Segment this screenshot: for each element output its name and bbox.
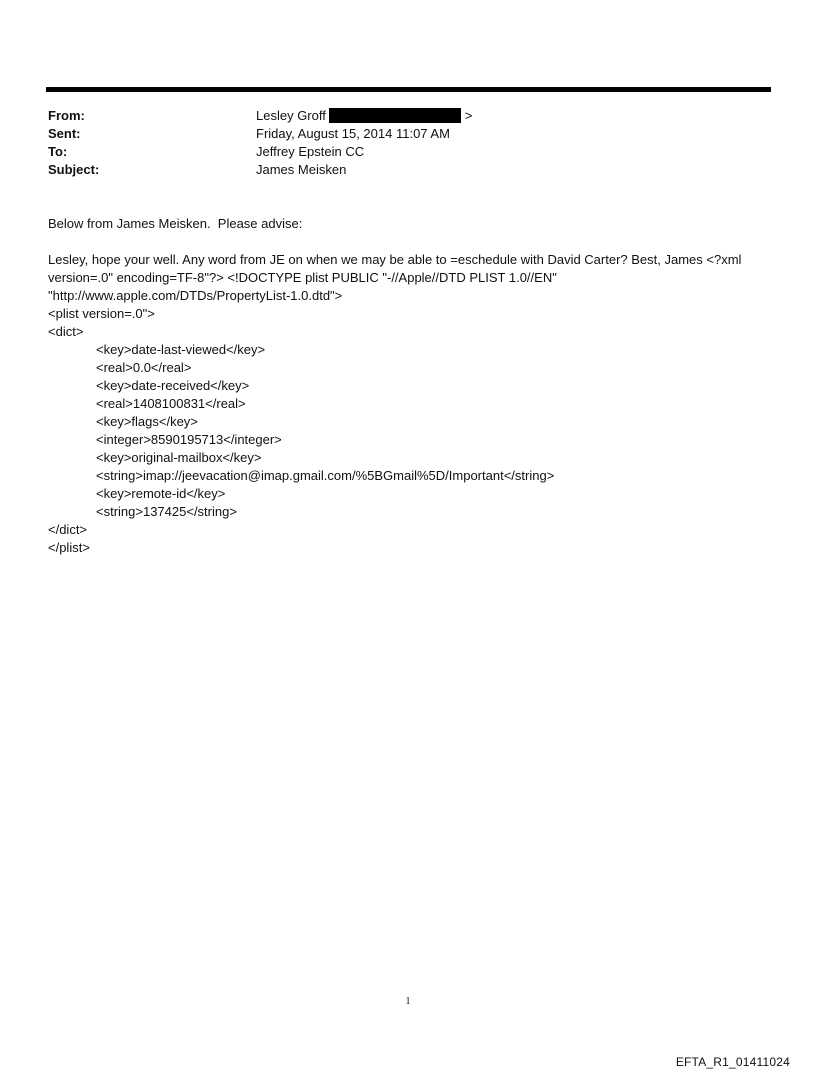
from-name: Lesley Groff (256, 108, 326, 123)
message-line: version=.0" encoding=TF-8"?> <!DOCTYPE plist PUBLIC "-//Apple//DTD PLIST 1.0//EN" (48, 270, 557, 285)
plist-line: <real>0.0</real> (96, 360, 192, 375)
from-label: From: (48, 108, 85, 123)
message-line: <plist version=.0"> (48, 306, 155, 321)
message-line: Lesley, hope your well. Any word from JE on when we may be able to =eschedule with David Carter? Best, James <?xml (48, 252, 742, 267)
header-divider (46, 87, 771, 92)
plist-line: <key>date-received</key> (96, 378, 250, 393)
closing-line: </plist> (48, 540, 90, 555)
redaction-block (329, 108, 461, 123)
to-label: To: (48, 144, 68, 159)
paragraph-gap (48, 233, 778, 251)
plist-line: <key>date-last-viewed</key> (96, 342, 266, 357)
bates-number: EFTA_R1_01411024 (675, 1055, 790, 1069)
page-number: 1 (405, 996, 411, 1007)
subject-label: Subject: (48, 162, 100, 177)
sent-value: Friday, August 15, 2014 11:07 AM (256, 126, 450, 141)
plist-line: <integer>8590195713</integer> (96, 432, 282, 447)
plist-line: <key>original-mailbox</key> (96, 450, 262, 465)
plist-line: <key>remote-id</key> (96, 486, 226, 501)
closing-line: </dict> (48, 522, 88, 537)
plist-line: <string>137425</string> (96, 504, 237, 519)
sent-label: Sent: (48, 126, 81, 141)
message-line: <dict> (48, 324, 84, 339)
message-line: "http://www.apple.com/DTDs/PropertyList-1.0.dtd"> (48, 288, 343, 303)
from-suffix: > (464, 108, 473, 123)
to-value: Jeffrey Epstein CC (256, 144, 365, 159)
intro-line: Below from James Meisken. Please advise: (48, 216, 303, 231)
plist-line: <key>flags</key> (96, 414, 198, 429)
plist-line: <string>imap://jeevacation@imap.gmail.com/%5BGmail%5D/Important</string> (96, 468, 555, 483)
from-value (256, 107, 472, 125)
plist-line: <real>1408100831</real> (96, 396, 246, 411)
email-body (48, 215, 778, 557)
subject-value: James Meisken (256, 162, 347, 177)
